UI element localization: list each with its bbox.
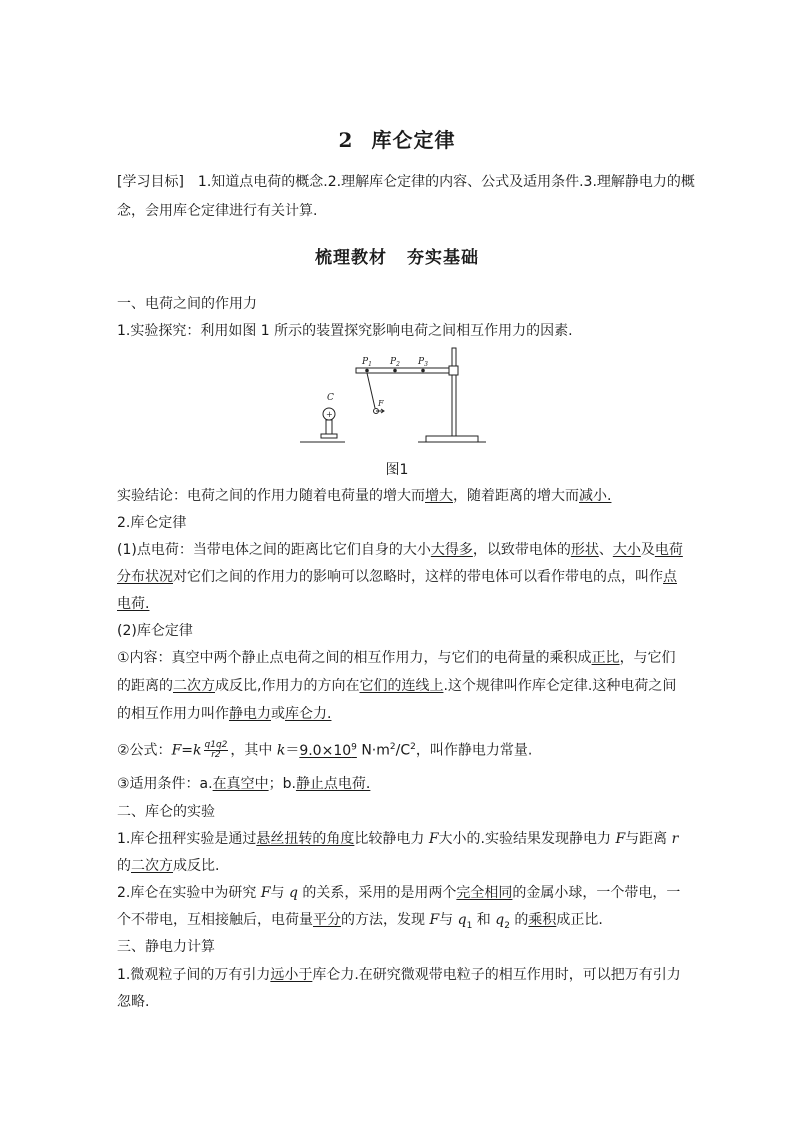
- point-charge-line-1: (1)点电荷：当带电体之间的距离比它们自身的大小大得多，以致带电体的形状、大小及电荷: [117, 542, 683, 558]
- page-title: [0, 124, 794, 153]
- part2-heading: 2.库仑定律: [117, 515, 187, 531]
- law-content-line-3: 的相互作用力叫作静电力或库仑力.: [117, 706, 332, 722]
- law-content-line-1: ①内容：真空中两个静止点电荷之间的相互作用力，与它们的电荷量的乘积成正比，与它们: [117, 650, 676, 666]
- pendulum-thread: [367, 373, 375, 408]
- torsion-line-1: 1.库仑扭秤实验是通过悬丝扭转的角度比较静电力 F大小的.实验结果发现静电力 F与距离 r: [117, 831, 679, 847]
- section-title-left: 梳理教材: [315, 248, 387, 268]
- horizontal-rod: [356, 368, 456, 373]
- torsion-line-3: 2.库仑在实验中为研究 F与 q 的关系，采用的是用两个完全相同的金属小球，一个带电，一: [117, 885, 681, 901]
- conditions: ③适用条件：a.在真空中；b.静止点电荷.: [117, 776, 371, 792]
- label-p2: P: [390, 357, 397, 367]
- svg-text:P1: $P_1$: [362, 357, 372, 368]
- stand-pole: [452, 348, 456, 436]
- part4-heading: 三、静电力计算: [117, 939, 215, 955]
- law-content-line-2: 的距离的二次方成反比,作用力的方向在它们的连线上.这个规律叫作库仑定律.这种电荷之间: [117, 678, 677, 694]
- point-p1: [365, 369, 369, 373]
- title-text: 库仑定律: [371, 128, 456, 152]
- apparatus-figure: [300, 340, 490, 450]
- stand-base: [426, 436, 478, 442]
- label-plus: +: [326, 410, 333, 419]
- torsion-line-4: 个不带电，互相接触后，电荷量平分的方法，发现 F与 $q_1$ 和 $q_2$ 的乘积成正比.: [117, 912, 603, 931]
- objectives-line-2: 念，会用库仑定律进行有关计算.: [117, 203, 318, 219]
- point-charge-line-3: 电荷.: [117, 596, 150, 612]
- objectives-line-1: [学习目标] 1.知道点电荷的概念.2.理解库仑定律的内容、公式及适用条件.3.理解静电力的概: [117, 174, 695, 190]
- label-c: C: [327, 393, 334, 403]
- part1-heading: 一、电荷之间的作用力: [117, 296, 257, 312]
- calc-line-1: 1.微观粒子间的万有引力远小于库仑力.在研究微观带电粒子的相互作用时，可以把万有引力: [117, 967, 681, 983]
- label-f: F: [378, 399, 384, 408]
- formula-fraction: $\frac{q1q2}{r2}$: [204, 740, 228, 761]
- svg-text:P2: $P_2$: [390, 357, 400, 368]
- point-p3: [421, 369, 425, 373]
- svg-text:P3: $P_3$: [418, 357, 428, 368]
- point-charge-line-2: 分布状况对它们之间的作用力的影响可以忽略时，这样的带电体可以看作带电的点，叫作点: [117, 569, 677, 585]
- part3-heading: 二、库仑的实验: [117, 804, 215, 820]
- calc-line-2: 忽略.: [117, 994, 150, 1010]
- section-title-right: 夯实基础: [407, 248, 479, 268]
- point-p2: [393, 369, 397, 373]
- figure-caption: 图1: [385, 462, 409, 478]
- part1-experiment: 1.实验探究：利用如图 1 所示的装置探究影响电荷之间相互作用力的因素.: [117, 323, 573, 339]
- section-title: [0, 243, 794, 268]
- label-p3: P: [418, 357, 425, 367]
- coulomb-formula: ②公式：F=k $\frac{q1q2}{r2}$ ，其中 $k=9.0\times 10^9$ $N\cdot m^2/C^2$，叫作静电力常量.: [117, 740, 533, 761]
- label-p1: P: [362, 357, 369, 367]
- experiment-conclusion: 实验结论：电荷之间的作用力随着电荷量的增大而增大，随着距离的增大而减小.: [117, 488, 612, 504]
- law-heading: (2)库仑定律: [117, 623, 193, 639]
- title-number: 2: [338, 128, 354, 152]
- torsion-line-2: 的二次方成反比.: [117, 858, 220, 874]
